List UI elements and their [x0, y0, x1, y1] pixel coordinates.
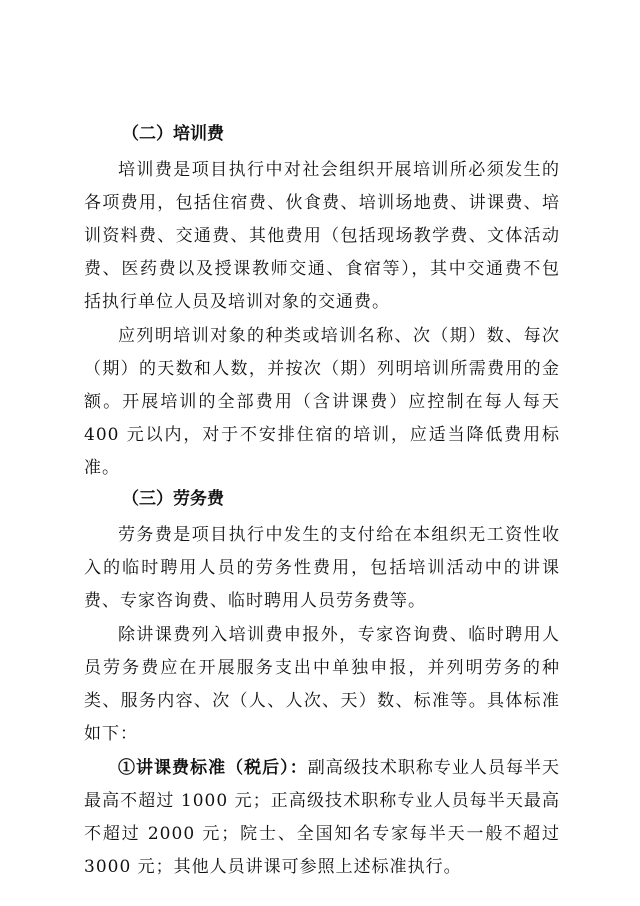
lecture-fee-label: ①讲课费标准（税后）： — [118, 758, 308, 778]
section-heading-training-fee: （二）培训费 — [122, 124, 224, 144]
document-body — [84, 120, 560, 884]
paragraph-training-fee-definition: 培训费是项目执行中对社会组织开展培训所必须发生的各项费用，包括住宿费、伙食费、培训场地费、讲课费、培训资料费、交通费、其他费用（包括现场教学费、文体活动费、医药费以及授课教师交通、食宿等），其中交通费不包括执行单位人员及培训对象的交通费。 — [84, 160, 560, 312]
paragraph-labor-fee-reporting: 除讲课费列入培训费申报外，专家咨询费、临时聘用人员劳务费应在开展服务支出中单独申报，并列明劳务的种类、服务内容、次（人、人次、天）数、标准等。具体标准如下： — [84, 625, 560, 744]
paragraph-labor-fee-definition: 劳务费是项目执行中发生的支付给在本组织无工资性收入的临时聘用人员的劳务性费用，包括培训活动中的讲课费、专家咨询费、临时聘用人员劳务费等。 — [84, 525, 560, 611]
section-heading-labor-fee: （三）劳务费 — [122, 489, 224, 509]
paragraph-training-fee-requirements: 应列明培训对象的种类或培训名称、次（期）数、每次（期）的天数和人数，并按次（期）列明培训所需费用的金额。开展培训的全部费用（含讲课费）应控制在每人每天 400 元以内，对于不安排住宿的培训，应适当降低费用标准。 — [84, 326, 560, 478]
paragraph-lecture-fee-standard — [84, 752, 560, 884]
lecture-fee-text: 副高级技术职称专业人员每半天最高不超过 1000 元；正高级技术职称专业人员每半天最高不超过 2000 元；院士、全国知名专家每半天一般不超过 3000 元；其他人员讲课可参照上述标准执行。 — [84, 758, 561, 877]
